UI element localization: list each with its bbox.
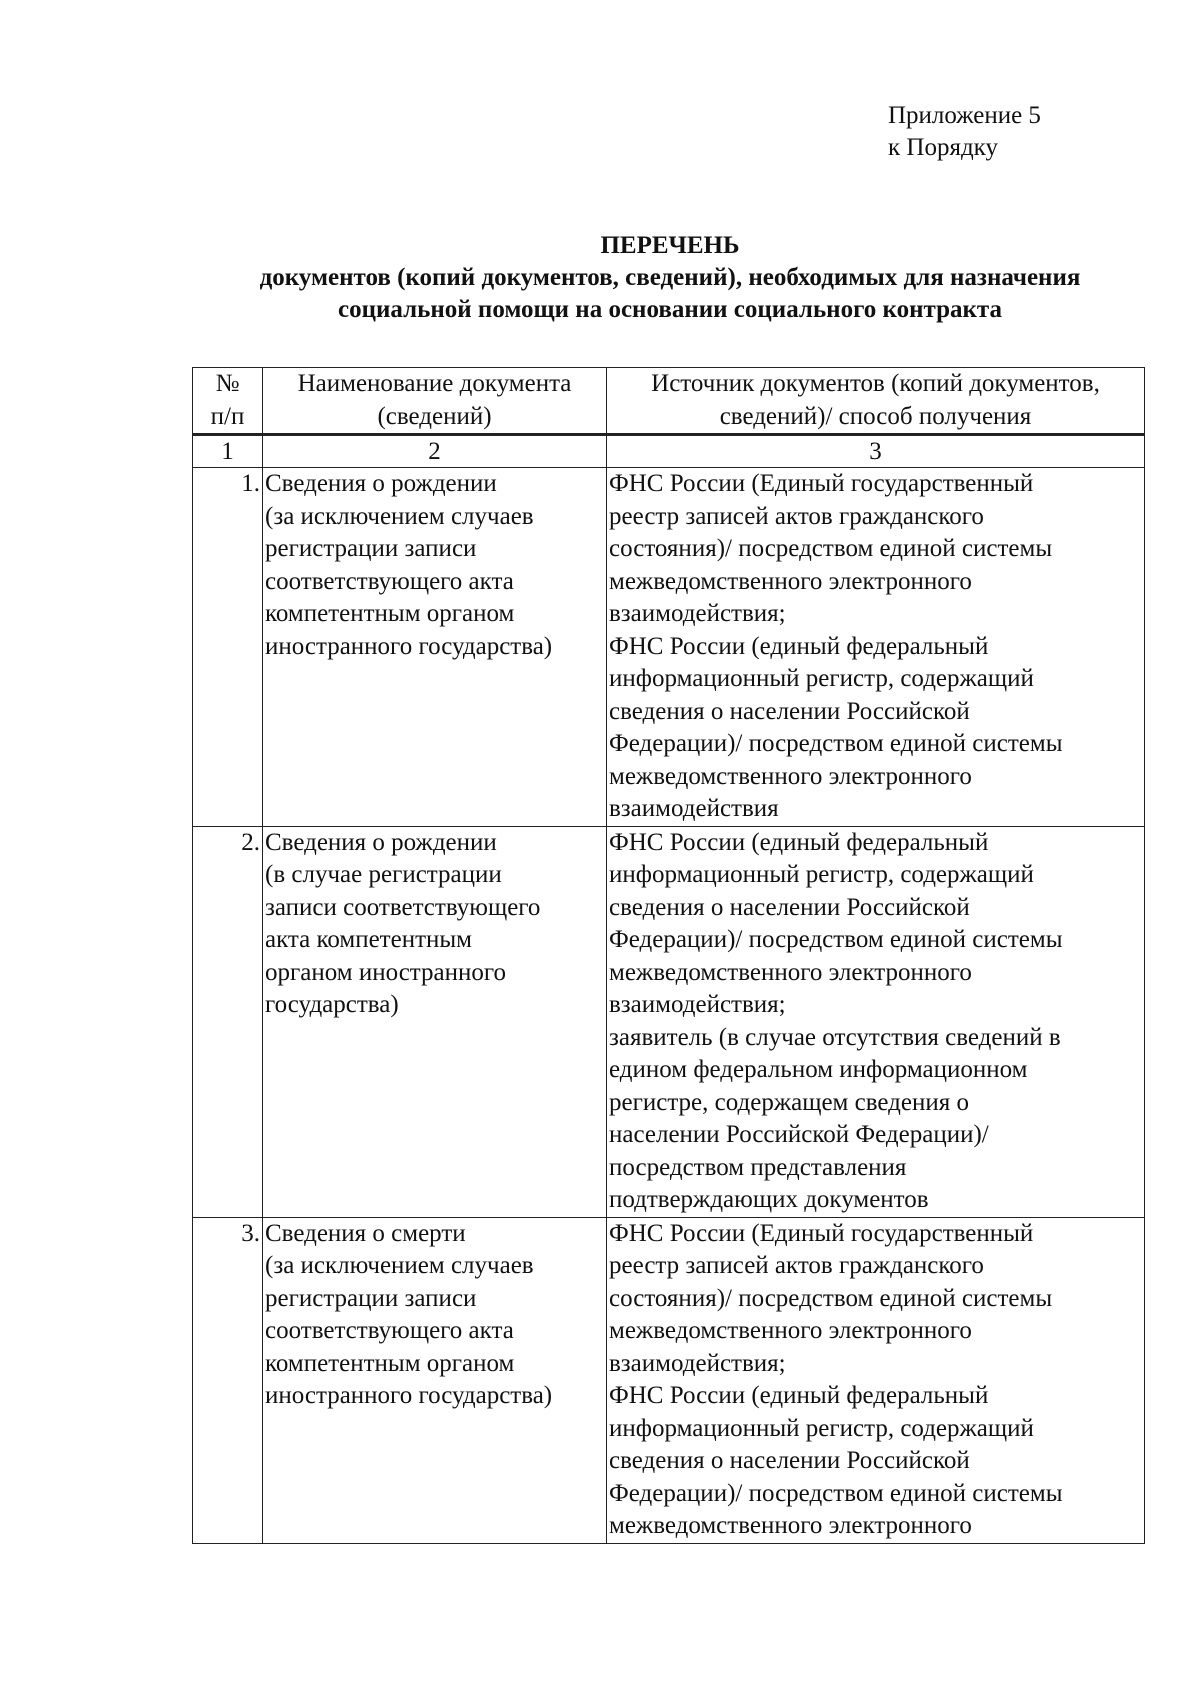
appendix-number: Приложение 5 [888, 102, 1041, 129]
source-line: едином федеральном информационном [609, 1056, 1028, 1083]
header-number: № п/п [193, 368, 263, 435]
row-number: 2. [193, 826, 263, 1217]
document-name-line: регистрации записи [265, 535, 477, 562]
source-line: взаимодействия; [609, 600, 786, 627]
document-name-cell [263, 468, 607, 827]
document-name-cell [263, 1217, 607, 1543]
source-line: Федерации)/ посредством единой системы [609, 730, 1063, 757]
source-line: ФНС России (Единый государственный [609, 470, 1034, 497]
document-name-line: иностранного государства) [265, 632, 553, 660]
document-name-line: органом иностранного [265, 958, 507, 986]
document-name-line: (за исключением случаев [265, 502, 534, 530]
source-line: состояния)/ посредством единой системы [609, 535, 1053, 562]
source-line: межведомственного электронного [609, 1317, 972, 1344]
document-name-cell [263, 826, 607, 1217]
source-line: реестр записей актов гражданского [609, 502, 984, 530]
appendix-target: к Порядку [888, 134, 998, 161]
source-cell [607, 1217, 1145, 1543]
source-line: межведомственного электронного [609, 762, 972, 790]
source-line: сведения о населении Российской [609, 1447, 970, 1474]
document-name-line: Сведения о смерти [265, 1219, 466, 1247]
source-line: регистре, содержащем сведения о [609, 1088, 969, 1116]
document-title [150, 230, 1190, 326]
appendix-reference [888, 100, 1041, 164]
table-header-row [193, 368, 1145, 435]
title-subtitle-line-1: документов (копий документов, сведений), необходимых для назначения [259, 264, 1081, 291]
source-line: ФНС России (единый федеральный [609, 828, 989, 856]
column-number: 3 [607, 435, 1145, 468]
source-line: информационный регистр, содержащий [609, 1414, 1034, 1442]
document-name-line: Сведения о рождении [265, 828, 497, 856]
source-line: информационный регистр, содержащий [609, 861, 1034, 888]
table-row [193, 468, 1145, 827]
source-line: заявитель (в случае отсутствия сведений в [609, 1023, 1061, 1051]
document-name-line: компетентным органом [265, 1349, 515, 1377]
document-name-line: компетентным органом [265, 600, 515, 627]
source-line: реестр записей актов гражданского [609, 1252, 984, 1279]
document-name-line: записи соответствующего [265, 893, 541, 921]
source-line: ФНС России (Единый государственный [609, 1219, 1034, 1247]
source-line: взаимодействия; [609, 991, 786, 1018]
column-number: 1 [193, 435, 263, 468]
source-line: ФНС России (единый федеральный [609, 632, 989, 660]
header-document-name: Наименование документа (сведений) [263, 368, 607, 435]
document-name-line: (за исключением случаев [265, 1252, 534, 1279]
source-line: посредством представления [609, 1153, 907, 1181]
source-line: подтверждающих документов [609, 1186, 929, 1213]
table-rows [193, 468, 1145, 1544]
table-row [193, 826, 1145, 1217]
row-number: 3. [193, 1217, 263, 1543]
source-line: сведения о населении Российской [609, 697, 970, 725]
source-line: межведомственного электронного [609, 1512, 972, 1539]
column-number: 2 [263, 435, 607, 468]
source-line: межведомственного электронного [609, 567, 972, 595]
title-main: ПЕРЕЧЕНЬ [600, 232, 740, 259]
table-row [193, 1217, 1145, 1543]
document-name-line: регистрации записи [265, 1284, 477, 1312]
source-line: ФНС России (единый федеральный [609, 1382, 989, 1409]
document-name-line: государства) [265, 991, 399, 1018]
source-line: информационный регистр, содержащий [609, 665, 1034, 692]
source-line: населении Российской Федерации)/ [609, 1121, 989, 1148]
document-name-line: иностранного государства) [265, 1382, 553, 1409]
document-name-line: соответствующего акта [265, 567, 514, 595]
document-name-line: акта компетентным [265, 926, 473, 953]
header-source: Источник документов (копий документов, сведений)/ способ получения [607, 368, 1145, 435]
source-cell [607, 468, 1145, 827]
source-line: Федерации)/ посредством единой системы [609, 1479, 1063, 1507]
source-line: Федерации)/ посредством единой системы [609, 926, 1063, 953]
source-line: взаимодействия; [609, 1349, 786, 1377]
document-name-line: Сведения о рождении [265, 470, 497, 497]
title-subtitle-line-2: социальной помощи на основании социального контракта [337, 296, 1003, 323]
source-line: межведомственного электронного [609, 958, 972, 986]
row-number: 1. [193, 468, 263, 827]
source-line: взаимодействия [609, 795, 779, 822]
column-numbers-row [193, 435, 1145, 468]
source-line: сведения о населении Российской [609, 893, 970, 921]
document-name-line: соответствующего акта [265, 1317, 514, 1344]
documents-table [192, 367, 1145, 1544]
document-name-line: (в случае регистрации [265, 861, 502, 888]
source-cell [607, 826, 1145, 1217]
source-line: состояния)/ посредством единой системы [609, 1284, 1053, 1312]
